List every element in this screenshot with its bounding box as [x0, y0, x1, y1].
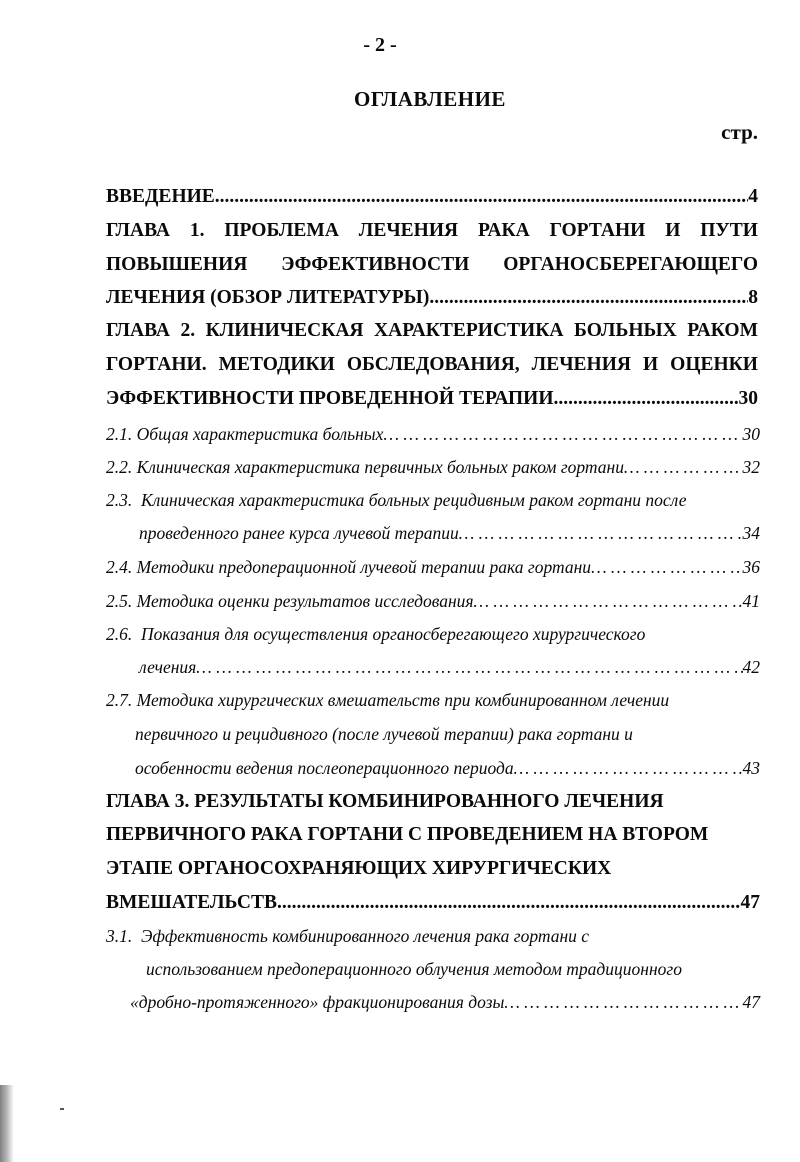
scan-speck — [60, 1108, 64, 1110]
page-column-label: стр. — [721, 120, 758, 144]
toc-entry-label: Методики предоперационной лучевой терапии рака гортани — [136, 557, 592, 577]
toc-section-number: 3.1. — [106, 926, 133, 946]
toc-section-number: 2.7. — [106, 690, 133, 710]
toc-entry-label: «дробно-протяженного» фракционирования дозы — [130, 992, 505, 1012]
toc-section-2-7-line-1[interactable] — [106, 690, 669, 711]
toc-entry-label: использованием предоперационного облучения методом традиционного — [146, 959, 682, 979]
word: ПРОБЛЕМА — [224, 220, 339, 241]
page-number: - 2 - — [363, 34, 397, 56]
word: ГОРТАНИ — [549, 220, 646, 241]
toc-entry-label: Методика хирургических вмешательств при комбинированном лечении — [136, 690, 670, 710]
toc-section-number: 2.4. — [106, 557, 133, 577]
word: РАКА — [477, 220, 530, 241]
toc-entry-page: 47 — [742, 992, 760, 1012]
toc-leader-dots — [624, 457, 743, 478]
toc-section-3-1-line-2[interactable] — [146, 959, 682, 980]
toc-entry-page: 41 — [742, 591, 760, 611]
toc-entry-label: Клиническая характеристика больных рецидивным раком гортани после — [141, 490, 687, 510]
scan-edge-shadow — [0, 1085, 14, 1162]
word: ЛЕЧЕНИЯ — [358, 220, 459, 241]
toc-section-3-1-line-1[interactable] — [106, 926, 589, 947]
toc-section-number: 2.1. — [106, 424, 133, 444]
toc-leader-dots — [474, 591, 743, 612]
toc-entry-page: 36 — [742, 557, 760, 577]
toc-chapter-1-line-3[interactable] — [106, 287, 758, 309]
word: ЭФФЕКТИВНОСТИ — [281, 254, 470, 275]
toc-section-2-7-line-3[interactable] — [135, 758, 760, 779]
toc-leader-dots — [554, 388, 739, 410]
word: И — [665, 220, 681, 241]
toc-entry-page: 34 — [742, 523, 760, 543]
word: ПОВЫШЕНИЯ — [106, 254, 248, 275]
toc-chapter-3-line-4[interactable] — [106, 892, 760, 914]
word: РАКОМ — [687, 320, 758, 341]
toc-section-number: 2.6. — [106, 624, 133, 644]
toc-chapter-2-line-3[interactable] — [106, 388, 758, 410]
toc-chapter-3-line-2[interactable] — [106, 824, 708, 846]
toc-entry-label: Методика оценки результатов исследования — [136, 591, 474, 611]
toc-section-2-3-line-1[interactable] — [106, 490, 686, 511]
word: ОЦЕНКИ — [670, 354, 758, 375]
page-title: ОГЛАВЛЕНИЕ — [354, 87, 506, 111]
toc-chapter-1-line-1[interactable] — [106, 220, 758, 242]
word: ПУТИ — [700, 220, 758, 241]
toc-chapter-1-line-2[interactable] — [106, 254, 758, 276]
word: ГОРТАНИ. — [106, 354, 207, 375]
toc-entry-page: 47 — [740, 892, 760, 913]
toc-section-number: 2.2. — [106, 457, 133, 477]
toc-entry-label: Общая характеристика больных — [136, 424, 384, 444]
toc-section-number: 2.3. — [106, 490, 133, 510]
word: ЛЕЧЕНИЯ — [531, 354, 631, 375]
toc-entry-label: ВМЕШАТЕЛЬСТВ — [106, 892, 277, 913]
toc-entry-label: ЭТАПЕ ОРГАНОСОХРАНЯЮЩИХ ХИРУРГИЧЕСКИХ — [106, 858, 612, 879]
word: БОЛЬНЫХ — [573, 320, 677, 341]
toc-section-2-6-line-2[interactable] — [139, 657, 760, 678]
toc-chapter-3-line-3[interactable] — [106, 858, 611, 880]
toc-entry-label: ПЕРВИЧНОГО РАКА ГОРТАНИ С ПРОВЕДЕНИЕМ НА ВТОРОМ — [106, 824, 709, 845]
toc-chapter-3-line-1[interactable] — [106, 791, 664, 813]
word: 1. — [189, 220, 205, 241]
toc-leader-dots — [459, 523, 743, 544]
toc-section-2-7-line-2[interactable] — [135, 724, 633, 745]
toc-entry-label: лечения — [139, 657, 197, 677]
word: ГЛАВА — [106, 320, 170, 341]
toc-chapter-2-line-2[interactable] — [106, 354, 758, 376]
word: ОБСЛЕДОВАНИЯ, — [346, 354, 520, 375]
toc-section-2-5[interactable] — [106, 591, 760, 612]
toc-leader-dots — [504, 992, 742, 1013]
toc-section-3-1-line-3[interactable] — [130, 992, 760, 1013]
word: ГЛАВА — [106, 220, 170, 241]
toc-entry-page: 32 — [742, 457, 760, 477]
toc-entry-label: особенности ведения послеоперационного периода — [135, 758, 514, 778]
toc-section-2-2[interactable] — [106, 457, 760, 478]
toc-entry-page: 4 — [748, 186, 758, 207]
toc-entry-page: 8 — [748, 287, 758, 308]
toc-leader-dots — [591, 557, 742, 578]
word: ХАРАКТЕРИСТИКА — [374, 320, 564, 341]
toc-leader-dots — [514, 758, 743, 779]
toc-leader-dots — [277, 892, 741, 914]
toc-leader-dots — [215, 186, 748, 208]
toc-chapter-2-line-1[interactable] — [106, 320, 758, 342]
word: 2. — [180, 320, 196, 341]
word: ОРГАНОСБЕРЕГАЮЩЕГО — [503, 254, 758, 275]
toc-leader-dots — [196, 657, 742, 678]
toc-entry-label: первичного и рецидивного (после лучевой терапии) рака гортани и — [135, 724, 633, 744]
toc-entry-page: 30 — [738, 388, 758, 409]
word: КЛИНИЧЕСКАЯ — [205, 320, 364, 341]
toc-section-number: 2.5. — [106, 591, 133, 611]
toc-section-2-6-line-1[interactable] — [106, 624, 645, 645]
toc-entry-label: ЭФФЕКТИВНОСТИ ПРОВЕДЕННОЙ ТЕРАПИИ — [106, 388, 554, 409]
toc-section-2-1[interactable] — [106, 424, 760, 445]
toc-entry-page: 42 — [742, 657, 760, 677]
toc-entry-label: ВВЕДЕНИЕ — [106, 186, 215, 207]
toc-leader-dots — [429, 287, 748, 309]
toc-entry-label: ГЛАВА 3. РЕЗУЛЬТАТЫ КОМБИНИРОВАННОГО ЛЕЧЕНИЯ — [106, 791, 664, 812]
toc-entry-label: Клиническая характеристика первичных больных раком гортани — [136, 457, 624, 477]
word: И — [642, 354, 659, 375]
toc-leader-dots — [383, 424, 742, 445]
toc-entry-label: ЛЕЧЕНИЯ (ОБЗОР ЛИТЕРАТУРЫ) — [106, 287, 430, 308]
toc-entry-page: 30 — [742, 424, 760, 444]
word: МЕТОДИКИ — [218, 354, 335, 375]
toc-entry-page: 43 — [742, 758, 760, 778]
toc-entry-label: проведенного ранее курса лучевой терапии — [139, 523, 459, 543]
toc-entry-intro[interactable] — [106, 186, 758, 208]
toc-entry-label: Эффективность комбинированного лечения рака гортани с — [141, 926, 590, 946]
toc-entry-label: Показания для осуществления органосберегающего хирургического — [141, 624, 646, 644]
toc-section-2-4[interactable] — [106, 557, 760, 578]
toc-section-2-3-line-2[interactable] — [139, 523, 760, 544]
